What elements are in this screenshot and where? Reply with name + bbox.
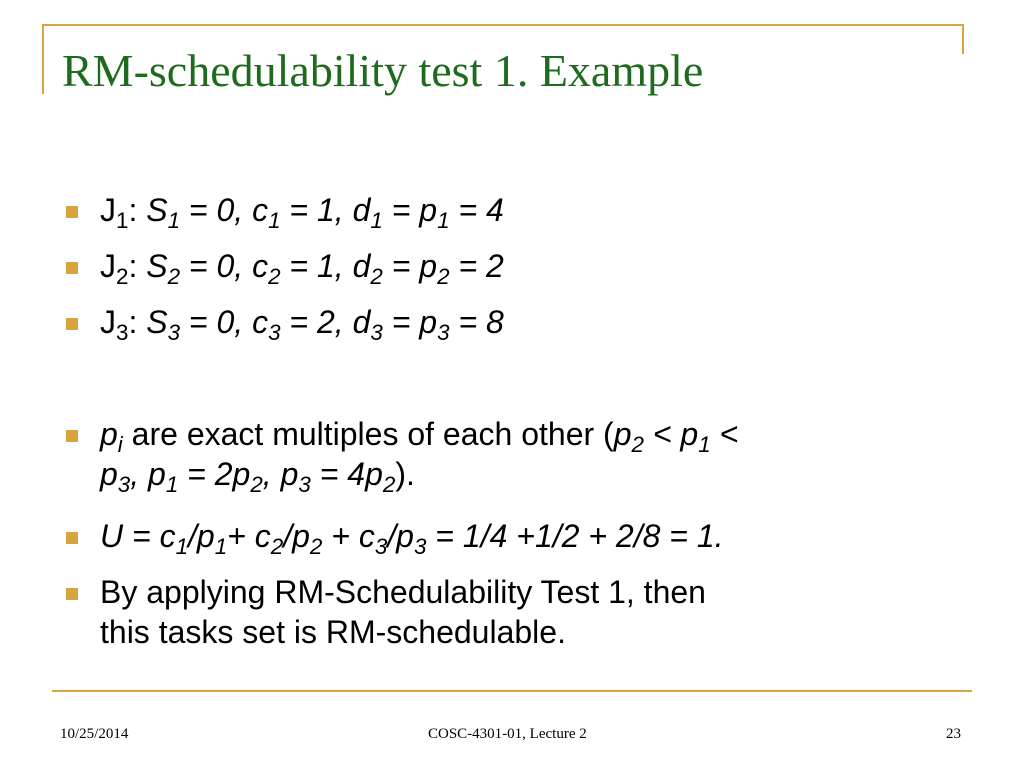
utilization-note: $U = c_1/p_1+ c_2/p_2 + c_3/p_3 = 1/4 +1/2 + 2/8 = 1$. bbox=[100, 518, 724, 560]
footer-course: COSC-4301-01, Lecture 2 bbox=[428, 726, 587, 742]
job-3-line: $J_3$: $S_3 = 0$, $c_3 = 2$, $d_3 = p_3 = 8$ bbox=[100, 304, 504, 346]
bullet-icon bbox=[66, 532, 78, 544]
bullet-icon bbox=[66, 262, 78, 274]
footer-page-number: 23 bbox=[946, 726, 961, 742]
bullet-icon bbox=[66, 206, 78, 218]
footer-date: 10/25/2014 bbox=[60, 726, 129, 742]
conclusion-note: By applying RM-Schedulability Test 1, then this tasks set is RM-schedulable. bbox=[100, 574, 706, 650]
title-frame-top bbox=[42, 24, 964, 26]
footer-divider bbox=[52, 690, 972, 692]
slide-title: RM-schedulability test 1. Example bbox=[62, 45, 704, 96]
title-frame-right bbox=[962, 24, 964, 54]
job-1-line: $J_1$: $S_1 = 0$, $c_1 = 1$, $d_1 = p_1 = 4$ bbox=[100, 192, 504, 234]
title-frame-left bbox=[42, 24, 44, 94]
bullet-icon bbox=[66, 588, 78, 600]
bullet-icon bbox=[66, 430, 78, 442]
bullet-icon bbox=[66, 318, 78, 330]
multiples-note: $p_i$ are exact multiples of each other ($p_2 < p_1$ < $p_3$, $p_1 = 2p_2$, $p_3 = 4p_2$). bbox=[100, 416, 739, 498]
job-2-line: $J_2$: $S_2 = 0$, $c_2 = 1$, $d_2 = p_2 = 2$ bbox=[100, 248, 504, 290]
